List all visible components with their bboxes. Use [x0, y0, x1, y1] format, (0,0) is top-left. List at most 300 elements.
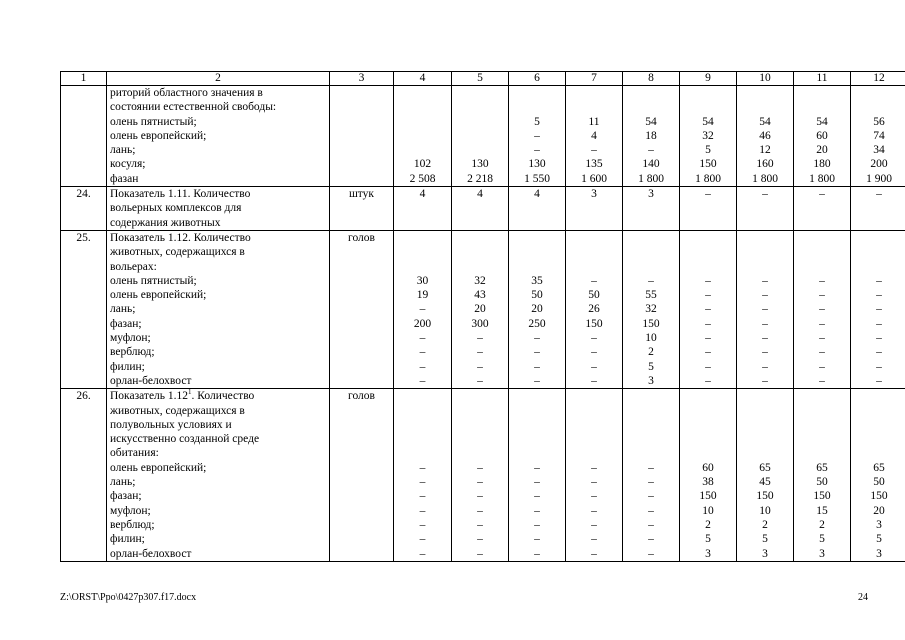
description-line: муфлон;: [110, 504, 151, 517]
value: –: [648, 490, 654, 503]
value: –: [534, 547, 540, 560]
value: –: [534, 346, 540, 359]
value: [397, 231, 448, 245]
value: –: [705, 289, 711, 302]
value: [854, 100, 904, 114]
value: [512, 418, 562, 432]
description-line: орлан-белохвост: [110, 547, 192, 560]
description-line: Показатель 1.11. Количество: [110, 188, 251, 201]
value: –: [762, 274, 768, 287]
value: –: [591, 461, 597, 474]
value: –: [648, 504, 654, 517]
value: [683, 432, 733, 446]
value: –: [648, 476, 654, 489]
value: 160: [756, 158, 774, 171]
value: –: [819, 317, 825, 330]
value: [397, 100, 448, 114]
value: [854, 418, 904, 432]
description-line: искусственно созданной среде: [110, 433, 260, 446]
value: 32: [702, 129, 714, 142]
value: [626, 389, 676, 403]
value-cell: [566, 187, 623, 231]
value: 300: [471, 317, 489, 330]
value: [455, 231, 505, 245]
column-header-9: 9: [680, 72, 737, 86]
table-row: [61, 389, 905, 562]
value: 20: [474, 303, 486, 316]
value: 20: [873, 504, 885, 517]
value-cell: [794, 187, 851, 231]
value: 12: [759, 144, 771, 157]
value: [626, 418, 676, 432]
value: [683, 260, 733, 274]
value: 250: [528, 317, 546, 330]
value: –: [591, 533, 597, 546]
value-cell: [794, 230, 851, 388]
value: –: [648, 144, 654, 157]
unit-of-measure: штук: [330, 187, 394, 231]
description-line: животных, содержащихся в: [110, 404, 245, 417]
value: –: [477, 490, 483, 503]
value: 2: [705, 518, 711, 531]
value: –: [705, 374, 711, 387]
value: 10: [759, 504, 771, 517]
value: –: [419, 547, 426, 560]
value: –: [477, 374, 483, 387]
value: –: [591, 144, 597, 157]
value: [683, 404, 733, 418]
value: 18: [645, 129, 657, 142]
value-cell: [680, 230, 737, 388]
description-line: лань;: [110, 303, 136, 316]
value: –: [534, 476, 540, 489]
value: 3: [591, 188, 597, 201]
value: [512, 389, 562, 403]
value: –: [534, 374, 540, 387]
value: [569, 432, 619, 446]
value: 50: [588, 289, 600, 302]
value: –: [591, 518, 597, 531]
value: –: [819, 374, 825, 387]
value-cell: [737, 389, 794, 562]
value: [569, 404, 619, 418]
value: [397, 260, 448, 274]
value: [455, 100, 505, 114]
value: 54: [816, 115, 828, 128]
value: –: [819, 332, 825, 345]
value: [569, 260, 619, 274]
value: [569, 231, 619, 245]
description-text: . Количество: [191, 390, 255, 403]
value-cell: [566, 86, 623, 187]
value: [797, 245, 847, 259]
value: –: [419, 332, 426, 345]
value: –: [419, 303, 426, 316]
description-line: полувольных условиях и: [110, 418, 232, 431]
value: 2: [819, 518, 825, 531]
description-line: филин;: [110, 360, 145, 373]
value: 200: [413, 317, 432, 330]
description-line: животных, содержащихся в: [110, 246, 245, 259]
value: 20: [531, 303, 543, 316]
value: [740, 432, 790, 446]
value: 20: [816, 144, 828, 157]
value: [397, 86, 448, 100]
value: [797, 100, 847, 114]
value: 26: [588, 303, 600, 316]
value: –: [819, 303, 825, 316]
value: 38: [702, 476, 714, 489]
value: [569, 245, 619, 259]
value: [740, 231, 790, 245]
value: [455, 260, 505, 274]
value: 55: [645, 289, 657, 302]
value: –: [762, 303, 768, 316]
value: [797, 389, 847, 403]
value: –: [477, 533, 483, 546]
value: –: [705, 303, 711, 316]
value: 54: [645, 115, 657, 128]
value: 50: [816, 476, 828, 489]
value: –: [648, 461, 654, 474]
value: –: [534, 518, 540, 531]
value: –: [591, 346, 597, 359]
description-line: [110, 389, 326, 403]
value: –: [762, 317, 768, 330]
value: 19: [416, 289, 429, 302]
value: [455, 418, 505, 432]
table-row: [61, 230, 905, 388]
value: [797, 231, 847, 245]
value: –: [762, 346, 768, 359]
value-cell: [680, 187, 737, 231]
value: –: [705, 188, 711, 201]
row-number: 26.: [61, 389, 107, 562]
value: 1 800: [695, 172, 721, 185]
value: 3: [648, 374, 654, 387]
value: [512, 404, 562, 418]
description-line: олень европейский;: [110, 129, 207, 142]
value: –: [419, 346, 426, 359]
value: 150: [585, 317, 603, 330]
indicator-description: [107, 187, 330, 231]
value-cell: [509, 187, 566, 231]
value: [854, 245, 904, 259]
value: –: [534, 533, 540, 546]
value: 140: [642, 158, 660, 171]
value: –: [477, 461, 483, 474]
value-cell: [394, 230, 452, 388]
value: [626, 245, 676, 259]
value: –: [591, 360, 597, 373]
value: 32: [645, 303, 657, 316]
value: [455, 245, 505, 259]
value: 3: [876, 518, 882, 531]
value-cell: [452, 230, 509, 388]
description-line: состоянии естественной свободы:: [110, 101, 277, 114]
value: –: [419, 461, 426, 474]
value: [512, 86, 562, 100]
value: [740, 389, 790, 403]
value: [397, 245, 448, 259]
value: 5: [648, 360, 654, 373]
value: [569, 418, 619, 432]
value: –: [534, 144, 540, 157]
indicator-description: [107, 230, 330, 388]
value: 15: [816, 504, 828, 517]
value: –: [419, 374, 426, 387]
description-line: лань;: [110, 144, 136, 157]
value: –: [876, 188, 882, 201]
value: 2 508: [409, 172, 436, 185]
value: –: [591, 332, 597, 345]
value-cell: [509, 86, 566, 187]
value: –: [876, 346, 882, 359]
value: 135: [585, 158, 603, 171]
value: –: [876, 289, 882, 302]
description-text: Показатель 1.12: [110, 390, 189, 403]
value-cell: [566, 389, 623, 562]
value: 3: [705, 547, 711, 560]
description-line: филин;: [110, 533, 145, 546]
column-header-1: 1: [61, 72, 107, 86]
value: 1 600: [581, 172, 607, 185]
value-cell: [452, 187, 509, 231]
value-cell: [794, 389, 851, 562]
row-number: [61, 86, 107, 187]
value: 74: [873, 129, 885, 142]
value: –: [819, 346, 825, 359]
value: 4: [477, 188, 483, 201]
value: [569, 86, 619, 100]
value: [569, 100, 619, 114]
value: 35: [531, 274, 543, 287]
value-cell: [794, 86, 851, 187]
value: 11: [588, 115, 600, 128]
value: –: [534, 360, 540, 373]
description-line: фазан;: [110, 317, 142, 330]
value: –: [819, 289, 825, 302]
value: –: [876, 332, 882, 345]
value: –: [819, 188, 825, 201]
value: [854, 404, 904, 418]
value: –: [591, 374, 597, 387]
value-cell: [851, 187, 905, 231]
value: 56: [873, 115, 885, 128]
value: –: [705, 274, 711, 287]
value: 4: [534, 188, 540, 201]
description-line: обитания:: [110, 447, 159, 460]
value: [397, 143, 448, 157]
value: 150: [870, 490, 888, 503]
value: [740, 418, 790, 432]
value: [854, 432, 904, 446]
value: [397, 129, 448, 143]
value: 3: [819, 547, 825, 560]
value: 43: [474, 289, 486, 302]
value: [626, 260, 676, 274]
description-line: олень пятнистый;: [110, 115, 197, 128]
value: 3: [876, 547, 882, 560]
value: 34: [873, 144, 885, 157]
value: 130: [471, 158, 489, 171]
column-header-6: 6: [509, 72, 566, 86]
value: 150: [813, 490, 831, 503]
value-cell: [509, 230, 566, 388]
value-cell: [851, 230, 905, 388]
value: [626, 86, 676, 100]
description-line: верблюд;: [110, 346, 155, 359]
value: –: [705, 346, 711, 359]
value: –: [762, 360, 768, 373]
value: 46: [759, 129, 771, 142]
value: [455, 404, 505, 418]
value-cell: [566, 230, 623, 388]
value: [683, 389, 733, 403]
value: –: [591, 490, 597, 503]
column-number-header-row: [61, 72, 905, 86]
unit-of-measure: [330, 86, 394, 187]
value: 1 900: [866, 172, 892, 185]
value: –: [419, 490, 426, 503]
value: 10: [645, 332, 657, 345]
value: –: [705, 360, 711, 373]
value: [797, 446, 847, 460]
value: –: [648, 547, 654, 560]
value: [683, 446, 733, 460]
value: [455, 389, 505, 403]
value: 5: [705, 533, 711, 546]
value: –: [419, 360, 426, 373]
value: [626, 404, 676, 418]
value: –: [876, 317, 882, 330]
value: [569, 446, 619, 460]
value: 54: [702, 115, 714, 128]
value: [397, 446, 448, 460]
value-cell: [680, 389, 737, 562]
value: [797, 260, 847, 274]
value: [455, 446, 505, 460]
value: 65: [873, 461, 885, 474]
value: 2 218: [467, 172, 493, 185]
value: [512, 446, 562, 460]
value: 1 800: [638, 172, 664, 185]
value-cell: [623, 389, 680, 562]
value: 65: [759, 461, 771, 474]
description-line: содержания животных: [110, 216, 221, 229]
value: 150: [699, 490, 717, 503]
description-line: верблюд;: [110, 518, 155, 531]
value: [397, 115, 448, 129]
value: 200: [870, 158, 888, 171]
value: 5: [705, 144, 711, 157]
value: [455, 432, 505, 446]
value: [854, 446, 904, 460]
column-header-7: 7: [566, 72, 623, 86]
value: 150: [642, 317, 660, 330]
value: [626, 100, 676, 114]
value: [854, 231, 904, 245]
value: 2: [648, 346, 654, 359]
value: [683, 418, 733, 432]
value: –: [477, 476, 483, 489]
value-cell: [680, 86, 737, 187]
description-line: косуля;: [110, 158, 146, 171]
value: [455, 115, 505, 129]
value: –: [477, 346, 483, 359]
description-line: олень пятнистый;: [110, 274, 197, 287]
unit-of-measure: голов: [330, 230, 394, 388]
value: 1 800: [809, 172, 835, 185]
value: 10: [702, 504, 714, 517]
value-cell: [623, 187, 680, 231]
value: [512, 432, 562, 446]
value: 130: [528, 158, 546, 171]
row-number: 24.: [61, 187, 107, 231]
value: 5: [819, 533, 825, 546]
value: [740, 100, 790, 114]
value: [626, 231, 676, 245]
value: –: [477, 504, 483, 517]
description-line: вольерных комплексов для: [110, 202, 242, 215]
value: –: [591, 547, 597, 560]
description-line: олень европейский;: [110, 289, 207, 302]
value: 60: [702, 461, 714, 474]
column-header-11: 11: [794, 72, 851, 86]
value: 1 550: [524, 172, 550, 185]
value: 30: [416, 274, 429, 287]
description-line: муфлон;: [110, 332, 151, 345]
value: –: [876, 274, 882, 287]
value-cell: [394, 187, 452, 231]
column-header-5: 5: [452, 72, 509, 86]
value: –: [591, 274, 597, 287]
value-cell: [737, 187, 794, 231]
value: –: [534, 461, 540, 474]
value: –: [762, 332, 768, 345]
value-cell: [737, 86, 794, 187]
value: 45: [759, 476, 771, 489]
value: –: [819, 360, 825, 373]
value: –: [534, 332, 540, 345]
value: –: [705, 317, 711, 330]
unit-of-measure: голов: [330, 389, 394, 562]
value: –: [648, 533, 654, 546]
value: [797, 432, 847, 446]
value-cell: [851, 389, 905, 562]
value: [397, 432, 448, 446]
description-line: олень европейский;: [110, 461, 207, 474]
value: 4: [591, 129, 597, 142]
value: 50: [873, 476, 885, 489]
value: 54: [759, 115, 771, 128]
value: [512, 100, 562, 114]
value: [569, 389, 619, 403]
indicator-description: [107, 389, 330, 562]
value: [797, 418, 847, 432]
value: [397, 418, 448, 432]
value: –: [419, 533, 426, 546]
value-cell: [737, 230, 794, 388]
value: –: [534, 129, 540, 142]
value: [683, 100, 733, 114]
value-cell: [394, 86, 452, 187]
value: [683, 231, 733, 245]
value: [512, 245, 562, 259]
value: –: [762, 374, 768, 387]
value: 1 800: [752, 172, 778, 185]
value: [740, 86, 790, 100]
